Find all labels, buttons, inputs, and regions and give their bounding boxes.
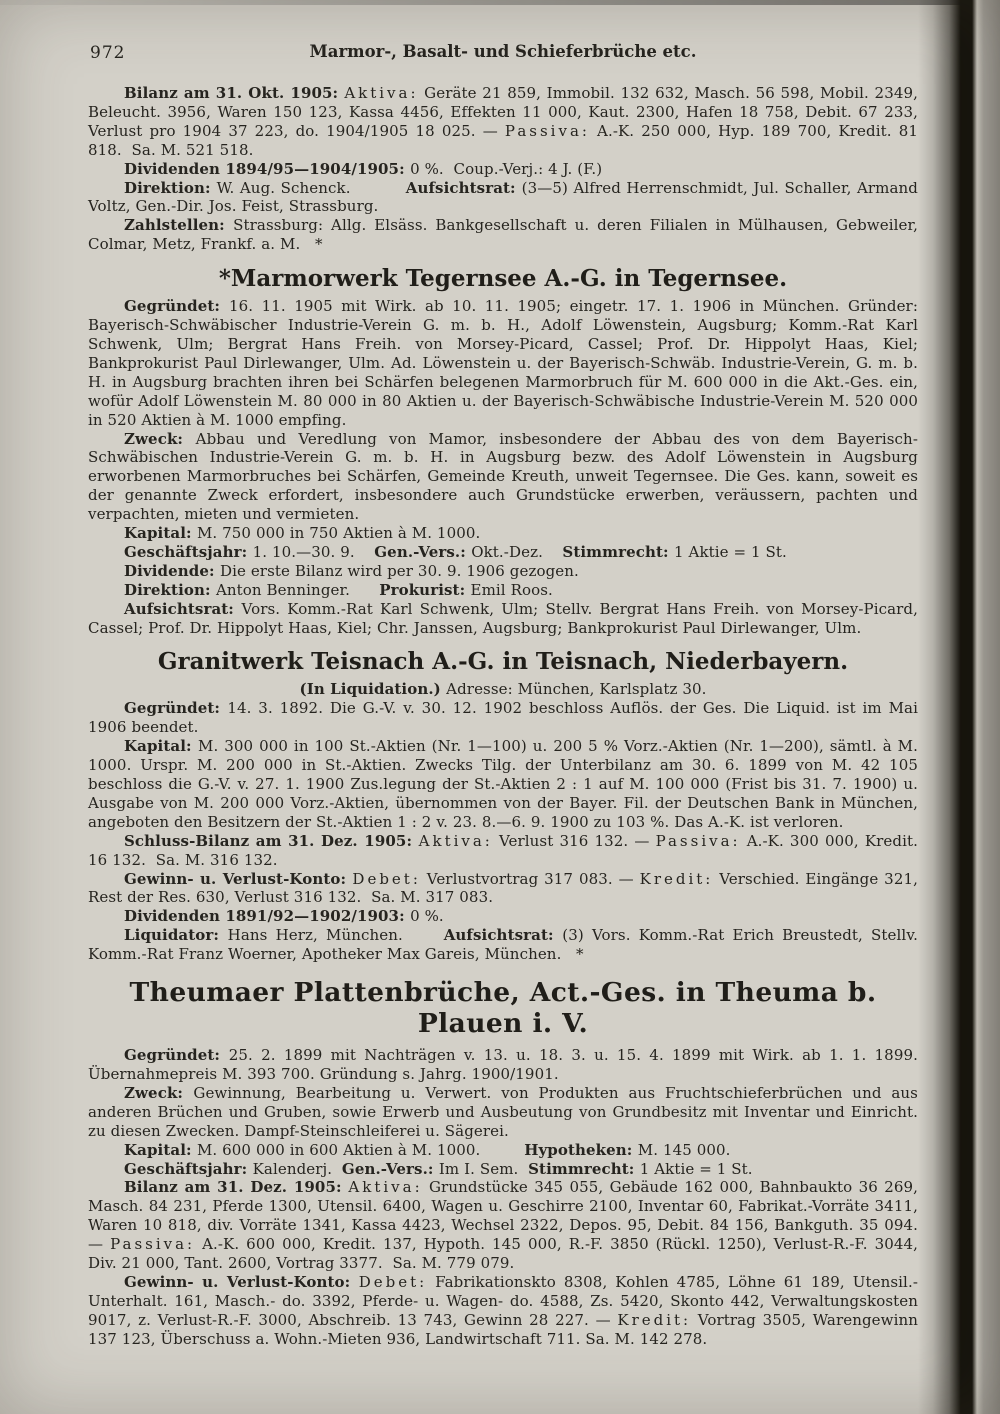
entry-label: Zweck:: [124, 1083, 194, 1102]
entry-label: Gewinn- u. Verlust-Konto:: [124, 869, 353, 888]
page-header: [88, 42, 918, 66]
entry-text: Debet:: [358, 1272, 428, 1291]
entry-text: Die erste Bilanz wird per 30. 9. 1906 gezogen.: [219, 561, 579, 580]
entry-text: Im I. Sem.: [438, 1159, 529, 1178]
entry-text: A.-K. 300 000, Kredit. 16 132. Sa. M. 316 132.: [88, 831, 919, 869]
entry-text: Passiva:: [655, 831, 741, 850]
company-section: [88, 265, 918, 637]
entry-label: Geschäftsjahr:: [124, 542, 253, 561]
entry-label: Kapital:: [124, 737, 198, 756]
entry-label: Gegründet:: [124, 699, 228, 718]
entry-label: Gegründet:: [124, 1046, 229, 1065]
entry-label: Dividenden 1891/92—1902/1903:: [124, 907, 411, 926]
entry-text: A.-K. 600 000, Kredit. 137, Hypoth. 145 000, R.-F. 3850 (Rückl. 1250), Verlust-R.-F. 3044, Div. 21 000, Tant. 2600, Vortrag 3377. Sa. M. 779 079.: [88, 1235, 919, 1273]
entry-text: Kalenderj.: [252, 1159, 342, 1178]
entry-dividenden: [88, 160, 918, 179]
entry-gewinn-verlust: [88, 870, 918, 908]
entry-label: Schluss-Bilanz am 31. Dez. 1905:: [124, 831, 419, 850]
entry-text: 1 Aktie = 1 St.: [674, 542, 787, 561]
page-content: [88, 42, 918, 1349]
entry-label: Stimmrecht:: [562, 542, 674, 561]
entry-label: Prokurist:: [379, 580, 471, 599]
company-heading: Theumaer Plattenbrüche, Act.-Ges. in Theuma b. Plauen i. V.: [129, 977, 877, 1040]
entry-label: Gewinn- u. Verlust-Konto:: [124, 1272, 359, 1291]
page-number: 972: [90, 43, 126, 63]
entry-dividenden: [88, 907, 918, 926]
entry-label: Kapital:: [124, 1140, 197, 1159]
entry-text: 1 Aktie = 1 St.: [639, 1159, 753, 1178]
entry-kapital-hypotheken: [88, 1141, 918, 1160]
entry-zweck: [88, 1084, 918, 1141]
entry-label: Direktion:: [124, 178, 217, 197]
entry-direktion-aufsichtsrat: [88, 179, 918, 217]
entry-text: M. 750 000 in 750 Aktien à M. 1000.: [196, 524, 481, 543]
entry-label: Gegründet:: [124, 297, 229, 316]
entry-gegruendet: [88, 699, 918, 737]
entry-text: A.-K. 250 000, Hyp. 189 700, Kredit. 81 818. Sa. M. 521 518.: [88, 121, 918, 159]
entry-text: Passiva:: [110, 1235, 196, 1254]
company-section: [88, 84, 918, 254]
company-heading: *Marmorwerk Tegernsee A.-G. in Tegernsee.: [218, 265, 788, 293]
entry-aufsichtsrat: [88, 600, 918, 638]
entry-text: Gewinnung, Bearbeitung u. Verwert. von Produkten aus Fruchtschieferbrüchen und aus anderen Brüchen und Gruben, sowie Erwerb und Ausbeutung von Grundbesitz mit Inventar und Einricht. zu diesen Zwecken. Dampf-Steinschleiferei u. Sägerei.: [88, 1083, 918, 1140]
entry-label: Aufsichtsrat:: [405, 178, 522, 197]
scan-top-edge: [0, 0, 1000, 5]
entry-zahlstellen: [88, 216, 918, 254]
entry-label: Direktion:: [124, 580, 216, 599]
entry-kapital: [88, 524, 918, 543]
entry-text: Fabrikationskto 8308, Kohlen 4785, Löhne 61 189, Utensil.-Unterhalt. 161, Masch.- do. 3392, Pferde- u. Wagen- do. 4588, Zs. 5420, Skonto 442, Verwaltungskosten 9017, z. Verlust-R.-F. 3000, Abschreib. 13 743, Gewinn 28 227. —: [88, 1272, 918, 1329]
entry-text: Adresse: München, Karlsplatz 30.: [446, 680, 707, 699]
entry-text: Okt.-Dez.: [471, 542, 563, 561]
entry-text: 0 %.: [410, 907, 444, 926]
entry-text: Verschied. Eingänge 321, Rest der Res. 630, Verlust 316 132. Sa. M. 317 083.: [88, 869, 918, 907]
entry-text: Kredit:: [617, 1310, 692, 1329]
entry-dividende: [88, 562, 918, 581]
entry-label: Aufsichtsrat:: [443, 926, 563, 945]
entry-label: Bilanz am 31. Dez. 1905:: [124, 1178, 349, 1197]
entry-label: Stimmrecht:: [528, 1159, 640, 1178]
entry-text: M. 145 000.: [637, 1140, 731, 1159]
entry-schluss-bilanz: [88, 832, 918, 870]
liquidation-note: [88, 680, 918, 699]
entry-label: Geschäftsjahr:: [124, 1159, 253, 1178]
entry-text: 16. 11. 1905 mit Wirk. ab 10. 11. 1905; eingetr. 17. 1. 1906 in München. Gründer: Bayerisch-Schwäbischer Industrie-Verein G. m. b. H., Adolf Löwenstein, Augsburg; Komm.-Rat Karl Schwenk, Ulm; Bergrat Hans Freih. von Morsey-Picard, Cassel; Prof. Dr. Hippolyt Haas, Kiel; Bankprokurist Paul Dirlewanger, Ulm. Ad. Löwenstein u. der Bayerisch-Schwäb. Industrie-Verein, G. m. b. H. in Augsburg brachten ihren bei Schärfen belegenen Marmorbruch für M. 600 000 in die Akt.-Ges. ein, wofür Adolf Löwenstein M. 80 000 in 80 Aktien u. der Bayerisch-Schwäbische Industrie-Verein M. 520 000 in 520 Aktien à M. 1000 empfing.: [88, 297, 918, 429]
entry-text: 14. 3. 1892. Die G.-V. v. 30. 12. 1902 beschloss Auflös. der Ges. Die Liquid. ist im Mai 1906 beendet.: [88, 699, 918, 737]
company-section: [88, 977, 918, 1349]
entry-text: Kredit:: [639, 869, 714, 888]
entry-text: (3) Vors. Komm.-Rat Erich Breustedt, Stellv. Komm.-Rat Franz Woerner, Apotheker Max Gareis, München. *: [88, 926, 918, 964]
entry-text: M. 600 000 in 600 Aktien à M. 1000.: [196, 1140, 525, 1159]
entry-kapital: [88, 737, 918, 832]
entry-text: Vortrag 3505, Warengewinn 137 123, Überschuss a. Wohn.-Mieten 936, Landwirtschaft 711. Sa. M. 142 278.: [88, 1310, 918, 1348]
entry-label: Liquidator:: [124, 926, 228, 945]
entry-bilanz: [88, 84, 918, 160]
entry-label: Kapital:: [124, 524, 197, 543]
entry-text: Aktiva:: [418, 831, 493, 850]
company-section: [88, 648, 918, 964]
entry-label: Gen.-Vers.:: [341, 1159, 439, 1178]
entry-text: Verlust 316 132. —: [492, 831, 656, 850]
entry-text: Anton Benninger.: [215, 580, 380, 599]
entry-gegruendet: [88, 297, 918, 429]
entry-label: Gen.-Vers.:: [374, 542, 472, 561]
entry-text: 25. 2. 1899 mit Nachträgen v. 13. u. 18. 3. u. 15. 4. 1899 mit Wirk. ab 1. 1. 1899. Übernahmepreis M. 393 700. Gründung s. Jahrg. 1900/1901.: [88, 1046, 918, 1083]
entry-text: Strassburg: Allg. Elsäss. Bankgesellschaft u. deren Filialen in Mülhausen, Gebweiler, Colmar, Metz, Frankf. a. M. *: [88, 216, 918, 254]
entry-label: Dividende:: [124, 561, 220, 580]
entry-text: Emil Roos.: [470, 580, 553, 599]
entry-label: Hypotheken:: [524, 1140, 638, 1159]
company-heading: Granitwerk Teisnach A.-G. in Teisnach, Niederbayern.: [157, 648, 849, 676]
entry-gewinn-verlust: [88, 1273, 918, 1349]
entry-geschaeftsjahr: [88, 1160, 918, 1179]
entry-text: Aktiva:: [344, 84, 419, 102]
entry-text: Hans Herz, München.: [227, 926, 444, 945]
entry-text: Debet:: [352, 869, 421, 888]
entry-bilanz: [88, 1178, 918, 1273]
entry-text: Passiva:: [504, 121, 590, 140]
entry-text: Verlustvortrag 317 083. —: [420, 869, 640, 888]
entry-text: Grundstücke 345 055, Gebäude 162 000, Bahnbaukto 36 269, Masch. 84 231, Pferde 1300, Utensil. 6400, Wagen u. Geschirre 2100, Inventar 60, Fabrikat.-Vorräte 3411, Waren 10 818, div. Vorräte 1341, Kassa 4423, Wechsel 2322, Depos. 95, Debit. 84 156, Bankguth. 35 094. —: [88, 1178, 918, 1254]
entry-text: Vors. Komm.-Rat Karl Schwenk, Ulm; Stellv. Bergrat Hans Freih. von Morsey-Picard, Cassel; Prof. Dr. Hippolyt Haas, Kiel; Chr. Janssen, Augsburg; Bankprokurist Paul Dirlewanger, Ulm.: [88, 599, 918, 637]
entry-text: 0 %. Coup.-Verj.: 4 J. (F.): [410, 159, 603, 178]
entry-text: W. Aug. Schenck.: [216, 178, 406, 197]
entry-label: (In Liquidation.): [299, 680, 447, 699]
entry-text: Abbau und Veredlung von Mamor, insbesondere der Abbau des von dem Bayerisch-Schwäbischen Industrie-Verein G. m. b. H. in Augsburg bezw. des Adolf Löwenstein in Augsburg erworbenen Marmorbruches bei Schärfen, Gemeinde Kreuth, unweit Tegernsee. Die Ges. kann, soweit es der genannte Zweck erfordert, insbesondere auch Grundstücke erwerben, veräussern, pachten und verpachten, mieten und vermieten.: [88, 429, 918, 524]
entry-label: Zweck:: [124, 429, 196, 448]
entry-text: Aktiva:: [348, 1178, 423, 1197]
entry-label: Zahlstellen:: [124, 216, 234, 235]
entry-text: 1. 10.—30. 9.: [252, 542, 375, 561]
entry-text: (3—5) Alfred Herrenschmidt, Jul. Schaller, Armand Voltz, Gen.-Dir. Jos. Feist, Strassburg.: [88, 178, 918, 216]
entry-zweck: [88, 430, 918, 525]
document-body: [88, 84, 918, 1349]
entry-text: Geräte 21 859, Immobil. 132 632, Masch. 56 598, Mobil. 2349, Beleucht. 3956, Waren 150 123, Kassa 4456, Effekten 11 000, Kaut. 2300, Hafen 18 758, Debit. 67 233, Verlust pro 1904 37 223, do. 1904/1905 18 025. —: [88, 84, 919, 140]
entry-liquidator-aufsichtsrat: [88, 926, 918, 964]
entry-label: Bilanz am 31. Okt. 1905:: [124, 84, 345, 102]
entry-label: Dividenden 1894/95—1904/1905:: [124, 159, 411, 178]
entry-direktion-prokurist: [88, 581, 918, 600]
entry-label: Aufsichtsrat:: [124, 599, 242, 618]
book-binding-shadow: [918, 0, 1000, 1414]
entry-geschaeftsjahr: [88, 543, 918, 562]
entry-gegruendet: [88, 1046, 918, 1084]
entry-text: M. 300 000 in 100 St.-Aktien (Nr. 1—100) u. 200 5 % Vorz.-Aktien (Nr. 1—200), sämtl. à M. 1000. Urspr. M. 200 000 in St.-Aktien. Zwecks Tilg. der Unterbilanz am 30. 6. 1899 von M. 42 105 beschloss die G.-V. v. 27. 1. 1900 Zus.legung der St.-Aktien 2 : 1 auf M. 100 000 (Frist bis 31. 7. 1900) u. Ausgabe von M. 200 000 Vorz.-Aktien, übernommen von der Bayer. Fil. der Deutschen Bank in München, angeboten den Besitzern der St.-Aktien 1 : 2 v. 23. 8.—6. 9. 1900 zu 103 %. Das A.-K. ist verloren.: [88, 737, 918, 831]
running-title: Marmor-, Basalt- und Schieferbrüche etc.: [309, 42, 697, 61]
